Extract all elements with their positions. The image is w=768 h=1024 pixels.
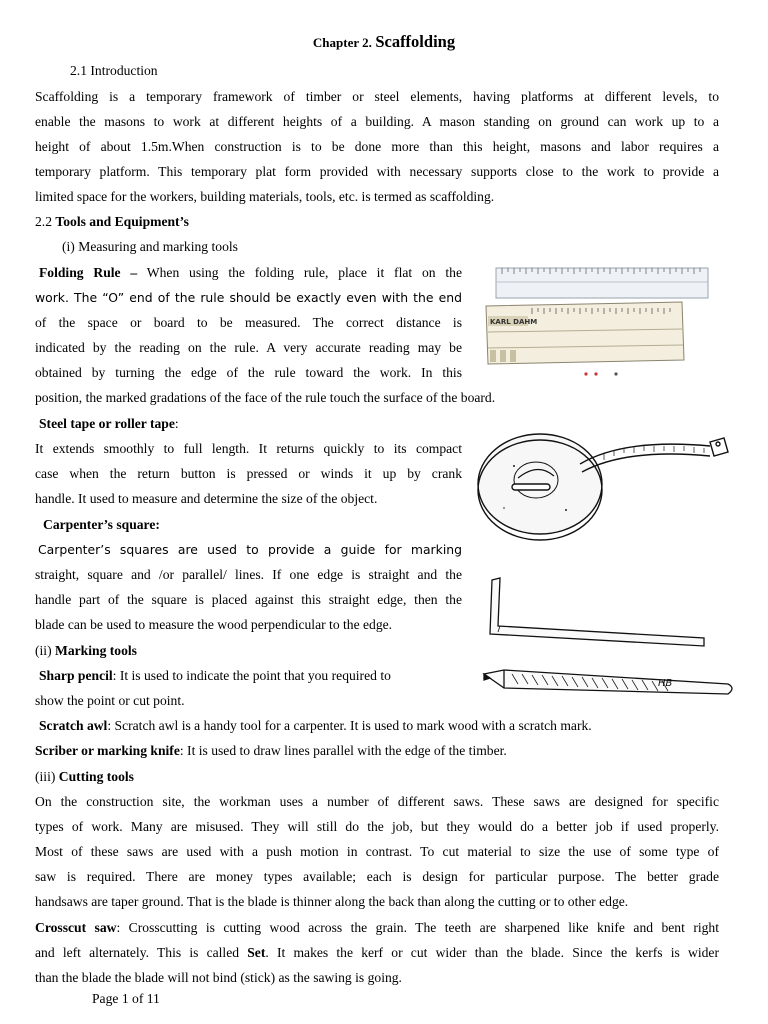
square-line-4: blade can be used to measure the wood perpendicular to the edge. [35,617,393,632]
cutting-line-4: saw is required. There are money types available; each is design for particular purpose. The better grade [35,869,719,884]
pencil-line-1: Sharp pencil: It is used to indicate the point that you required to [39,668,391,683]
marking-heading [35,642,137,660]
folding-rule-line-6: position, the marked gradations of the face of the rule touch the surface of the board. [35,390,496,405]
pencil-grade: HB [658,678,673,689]
cutting-line-5: handsaws are taper ground. That is the blade is thinner along the back than along the cutting or to other edge. [35,894,629,909]
intro-line-5: limited space for the workers, building materials, tools, etc. is termed as scaffolding. [35,189,495,204]
intro-line-1: Scaffolding is a temporary framework of timber or steel elements, having platforms at different levels, to [35,89,719,104]
crosscut-line-2: and left alternately. This is called Set. It makes the kerf or cut wider than the blade. Since the kerfs is wider [35,945,719,960]
intro-line-3: height of about 1.5m.When construction is to be done more than this height, masons and labor requires a [35,139,719,154]
steel-tape-heading: Steel tape or roller tape: [39,416,179,431]
crosscut-set-term: Set [247,945,266,960]
pencil-line-2: show the point or cut point. [35,693,185,708]
chapter-prefix: Chapter 2. [312,35,372,50]
cutting-line-2: types of work. Many are misused. They will still do the job, but they would do a better job if used properly. [35,819,719,834]
pencil-label: Sharp pencil [39,668,113,683]
crosscut-line-3: than the blade the blade will not bind (stick) as the sawing is going. [35,970,402,985]
steel-tape-image [474,418,730,544]
scratch-awl-label: Scratch awl [39,718,108,733]
steel-tape-line-3: handle. It used to measure and determine the size of the object. [35,491,378,506]
cutting-line-1: On the construction site, the workman uses a number of different saws. These saws are designed for specific [35,794,719,809]
folding-rule-line-4: indicated by the reading on the rule. A very accurate reading may be [35,340,462,355]
folding-rule-image [476,262,716,380]
intro-line-2: enable the masons to work at different heights of a building. A mason standing on ground can work up to a [35,114,719,129]
steel-tape-label: Steel tape or roller tape [39,416,175,431]
tools-heading-title: Tools and Equipment’s [55,214,189,229]
steel-tape-line-1: It extends smoothly to full length. It returns quickly to its compact [35,441,462,456]
square-line-2: straight, square and /or parallel/ lines. If one edge is straight and the [35,567,462,582]
marking-heading-title: Marking tools [55,643,137,658]
folding-rule-line-1: Folding Rule – When using the folding rule, place it flat on the [39,265,463,280]
pencil-image [482,662,738,702]
cutting-heading-number: (iii) [35,769,56,784]
chapter-name: Scaffolding [375,32,456,51]
folding-rule-line-3: of the space or board to be measured. The correct distance is [35,315,462,330]
cutting-line-3: Most of these saws are used with a push motion in contrast. To cut material to size the use of some type of [35,844,719,859]
scriber-label: Scriber or marking knife [35,743,180,758]
cutting-heading [35,768,134,786]
intro-line-4: temporary platform. This temporary plat form provided with necessary supports close to the work to provide a [35,164,719,179]
steel-tape-line-2: case when the return button is pressed or winds it up by crank [35,466,462,481]
folding-rule-brand: KARL DAHM [490,318,538,326]
measuring-heading: (i) Measuring and marking tools [62,239,238,254]
folding-rule-front [486,302,684,376]
chapter-title [0,32,768,52]
square-heading [43,516,160,534]
square-line-3: handle part of the square is placed against this straight edge, then the [35,592,462,607]
square-label: Carpenter’s square: [43,517,160,532]
tools-heading [35,213,189,231]
folding-rule-line-5: obtained by turning the edge of the rule toward the work. In this [35,365,462,380]
crosscut-label: Crosscut saw [35,920,117,935]
intro-heading: 2.1 Introduction [70,63,158,78]
square-line-1: Carpenter’s squares are used to provide a guide for marking [38,542,462,557]
crosscut-line-1: Crosscut saw: Crosscutting is cutting wood across the grain. The teeth are sharpened like knife and bent right [35,920,719,935]
folding-rule-label: Folding Rule – [39,265,138,280]
tools-heading-number: 2.2 [35,214,52,229]
page-number: Page 1 of 11 [92,991,160,1006]
marking-heading-number: (ii) [35,643,52,658]
scratch-awl-line: Scratch awl: Scratch awl is a handy tool for a carpenter. It is used to mark wood with a scratch mark. [39,718,592,733]
folding-rule-line-2: work. The “O” end of the rule should be exactly even with the end [35,290,462,305]
folding-rule-back [496,268,708,298]
cutting-heading-title: Cutting tools [58,769,134,784]
scriber-line: Scriber or marking knife: It is used to draw lines parallel with the edge of the timber. [35,743,507,758]
carpenters-square-image [486,574,710,650]
